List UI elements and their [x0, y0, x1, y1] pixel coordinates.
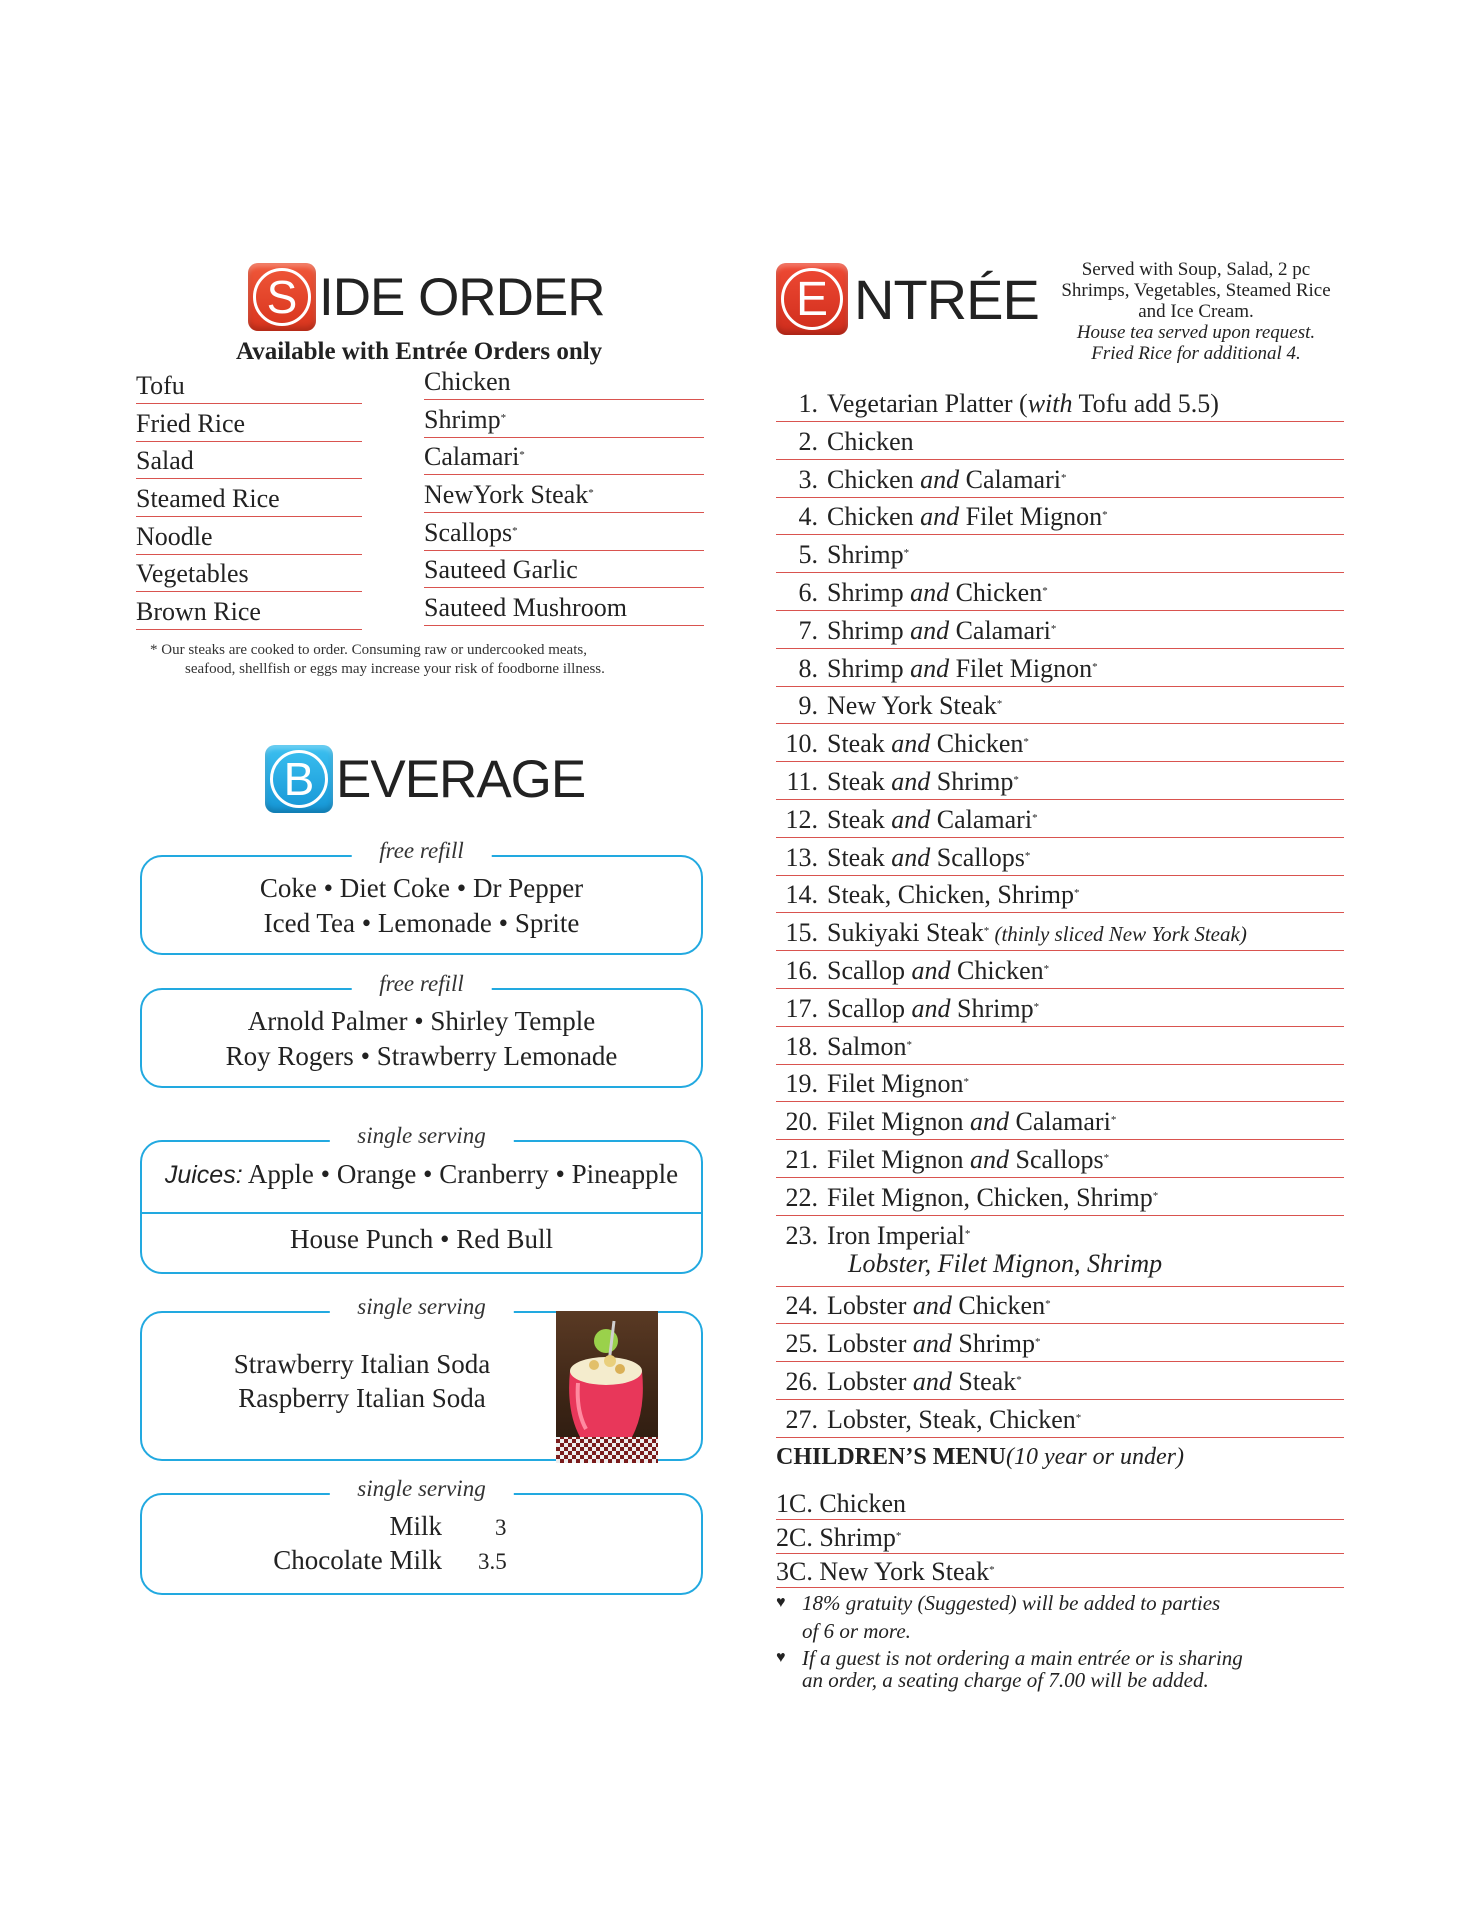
served-line: House tea served upon request. [1076, 322, 1316, 343]
item-connector: and [891, 804, 931, 834]
italian-soda-box [140, 1294, 703, 1461]
item-number: 13. [785, 842, 818, 872]
entree-badge-letter: E [781, 268, 843, 330]
drink-line: Coke • Diet Coke • Dr Pepper [259, 873, 584, 903]
side-item: Salad [136, 441, 362, 479]
entree-item [776, 1027, 1344, 1065]
juices-list: Apple • Orange • Cranberry • Pineapple [242, 1159, 679, 1189]
entree-item [776, 686, 1344, 724]
item-name: Lobster, Steak, Chicken [827, 1404, 1076, 1434]
raw-warning-mark: * [895, 1530, 902, 1542]
side-order-heading [248, 263, 604, 331]
item-name: Scallop [827, 956, 912, 985]
item-connector: and [910, 578, 950, 607]
raw-warning-mark: * [906, 1038, 912, 1051]
milk-box [140, 1476, 703, 1595]
entree-notes [776, 1589, 1243, 1691]
side-order-subtitle: Available with Entrée Orders only [236, 338, 603, 365]
raw-warning-mark: * [989, 1564, 995, 1576]
drink-line: Iced Tea • Lemonade • Sprite [263, 908, 580, 938]
note-gratuity [776, 1589, 1243, 1645]
raw-warning-mark: * [1013, 774, 1019, 786]
chocolate-milk-row [142, 1545, 442, 1576]
entree-item [776, 1178, 1344, 1216]
footnote-line1: * Our steaks are cooked to order. Consuming raw or undercooked meats, [150, 642, 587, 658]
entree-item [776, 573, 1344, 611]
drink-line: Strawberry Italian Soda [233, 1349, 491, 1379]
milk-row [142, 1511, 442, 1542]
drink-line: Arnold Palmer • Shirley Temple [247, 1006, 596, 1036]
item-number: 4. [798, 502, 818, 532]
raw-warning-mark: * [1103, 1152, 1110, 1164]
children-item [776, 1520, 1344, 1554]
juices-line [142, 1159, 701, 1190]
entree-item [776, 460, 1344, 498]
raw-warning-mark: * [1050, 622, 1057, 635]
item-name-2: Calamari [949, 615, 1051, 645]
raw-warning-mark: * [963, 1076, 970, 1089]
item-name: Shrimp [827, 615, 911, 645]
item-number: 22. [785, 1182, 818, 1212]
item-name: Shrimp [827, 653, 911, 683]
served-line: and Ice Cream. [1138, 301, 1254, 322]
item-number: 5. [798, 540, 818, 570]
item-number: 14. [785, 880, 818, 910]
item-name: Steak [827, 729, 892, 759]
chocolate-milk-price: 3.5 [478, 1549, 507, 1574]
item-connector: and [891, 767, 931, 796]
free-refill-box-1 [140, 838, 703, 955]
entree-item [776, 1216, 1344, 1287]
item-name-2: Filet Mignon [949, 653, 1093, 683]
item-sub-description: Lobster, Filet Mignon, Shrimp [848, 1248, 1163, 1278]
item-name: Lobster [827, 1291, 913, 1321]
item-number: 8. [798, 653, 818, 683]
item-name: Chicken [827, 426, 914, 456]
beverage-title: EVERAGE [336, 749, 586, 809]
item-connector: and [891, 729, 931, 759]
entree-item [776, 762, 1344, 800]
side-order-badge-letter: S [253, 268, 311, 326]
note-line: 18% gratuity (Suggested) will be added to parties [802, 1591, 1221, 1615]
item-name-2: Chicken [930, 729, 1024, 759]
entree-item [776, 422, 1344, 460]
side-item: Fried Rice [136, 404, 362, 442]
footnote-line2: seafood, shellfish or eggs may increase your risk of foodborne illness. [185, 661, 605, 677]
drink-line: Roy Rogers • Strawberry Lemonade [225, 1041, 618, 1071]
raw-warning-mark: * [1032, 811, 1038, 824]
raw-warning-mark: * [1075, 1411, 1082, 1424]
side-item: Chicken [424, 362, 704, 400]
entree-item [776, 1140, 1344, 1178]
entree-item [776, 1400, 1344, 1438]
raw-warning-mark: * [1110, 1114, 1117, 1127]
item-name-2: Calamari [930, 804, 1033, 834]
entree-item [776, 951, 1344, 989]
item-name: Lobster [827, 1329, 913, 1359]
raw-warning-mark: * [1102, 509, 1108, 522]
side-item: Shrimp* [424, 400, 704, 438]
item-number: 17. [785, 993, 818, 1023]
note-seating [776, 1647, 1243, 1691]
side-item: Sauteed Mushroom [424, 588, 704, 626]
item-number: 7. [798, 615, 818, 645]
item-name-2: Chicken [950, 956, 1044, 985]
item-connector: and [970, 1107, 1010, 1137]
item-name-2: Scallops [1009, 1145, 1104, 1174]
entree-item [776, 800, 1344, 838]
item-name-2: Shrimp [950, 993, 1034, 1023]
item-name: Scallop [827, 993, 912, 1023]
item-number: 16. [785, 956, 818, 985]
juices-label: Juices: [164, 1161, 243, 1189]
item-name: Chicken [827, 464, 921, 494]
side-item: Sauteed Garlic [424, 550, 704, 588]
entree-item [776, 384, 1344, 422]
item-connector: and [912, 1291, 952, 1321]
item-name: Filet Mignon, Chicken, Shrimp [827, 1182, 1153, 1212]
item-name: Steak [827, 804, 892, 834]
item-name: Filet Mignon [827, 1107, 971, 1137]
entree-badge [776, 263, 848, 335]
entree-item [776, 1324, 1344, 1362]
raw-warning-mark: * [1035, 1336, 1041, 1349]
item-name: Chicken [819, 1489, 906, 1518]
item-number: 21. [785, 1145, 818, 1174]
italian-soda-photo [556, 1311, 658, 1463]
item-name: Filet Mignon [827, 1069, 964, 1099]
item-number: 1C. [776, 1489, 813, 1518]
item-connector: with [1027, 389, 1073, 418]
chocolate-milk-name: Chocolate Milk [273, 1545, 442, 1575]
side-item: Noodle [136, 517, 362, 555]
children-menu-title [776, 1444, 1184, 1471]
item-connector: and [970, 1145, 1010, 1174]
item-name-2: Filet Mignon [959, 502, 1103, 532]
item-description: (thinly sliced New York Steak) [989, 922, 1247, 947]
heart-icon: ♥ [776, 1594, 786, 1611]
side-order-footnote [150, 641, 605, 679]
side-order-badge [248, 263, 316, 331]
children-item [776, 1554, 1344, 1588]
note-line: If a guest is not ordering a main entrée or is sharing [802, 1646, 1243, 1670]
item-name: New York Steak [827, 691, 997, 721]
drink-glass-icon [556, 1311, 658, 1463]
item-connector: and [911, 993, 951, 1023]
item-connector: and [910, 615, 950, 645]
raw-warning-mark: * [983, 925, 990, 938]
item-number: 23. [785, 1220, 818, 1250]
item-name-2: Shrimp [930, 767, 1014, 796]
raw-warning-mark: * [903, 547, 910, 560]
item-number: 6. [798, 578, 818, 607]
beverage-badge-letter: B [270, 750, 328, 808]
entree-item [776, 989, 1344, 1027]
juice-divider [142, 1212, 701, 1214]
box-label: single serving [329, 1476, 513, 1502]
side-item: Scallops* [424, 513, 704, 551]
item-number: 9. [798, 691, 818, 721]
side-item: Tofu [136, 366, 362, 404]
entree-item [776, 1286, 1344, 1324]
item-name-2: Calamari [1009, 1107, 1111, 1137]
item-connector: and [891, 842, 931, 872]
item-name-2: Chicken [951, 1291, 1046, 1321]
item-name: Lobster [827, 1367, 913, 1396]
entree-heading [776, 263, 1039, 335]
entree-served-with [1046, 259, 1346, 364]
item-name: Chicken [827, 502, 921, 532]
side-item: Vegetables [136, 554, 362, 592]
item-connector: and [920, 464, 960, 494]
item-number: 10. [785, 729, 818, 759]
item-name: Salmon [827, 1031, 907, 1061]
side-item: Steamed Rice [136, 479, 362, 517]
beverage-heading [265, 745, 585, 813]
raw-warning-mark: * [1033, 1000, 1040, 1013]
raw-warning-mark: * [1045, 1298, 1051, 1311]
item-number: 12. [785, 804, 818, 834]
entree-item [776, 838, 1344, 876]
item-name: Filet Mignon [827, 1145, 971, 1174]
heart-icon: ♥ [776, 1649, 786, 1666]
raw-warning-mark: * [1073, 887, 1080, 900]
raw-warning-mark: * [1152, 1189, 1159, 1202]
item-number: 11. [786, 767, 818, 796]
item-name: Iron Imperial [827, 1220, 965, 1250]
side-item: Calamari* [424, 437, 704, 475]
raw-warning-mark: * [964, 1227, 971, 1240]
item-number: 3C. [776, 1557, 813, 1586]
entree-item [776, 913, 1344, 951]
drink-line: Raspberry Italian Soda [238, 1383, 486, 1413]
item-number: 24. [785, 1291, 818, 1321]
item-number: 2C. [776, 1523, 813, 1552]
item-connector: and [920, 502, 960, 532]
item-number: 27. [785, 1404, 818, 1434]
raw-warning-mark: * [996, 698, 1003, 711]
item-number: 15. [785, 918, 818, 948]
note-line: an order, a seating charge of 7.00 will be added. [802, 1668, 1209, 1692]
item-number: 26. [785, 1367, 818, 1396]
item-name: Shrimp [819, 1523, 896, 1552]
raw-warning-mark: * [1023, 736, 1029, 749]
raw-warning-mark: * [1042, 585, 1048, 597]
item-name-2: Calamari [959, 464, 1061, 494]
item-name-2: Chicken [949, 578, 1043, 607]
entree-item [776, 649, 1344, 687]
side-item: NewYork Steak* [424, 475, 704, 513]
item-number: 2. [798, 426, 818, 456]
item-name-2: Steak [951, 1367, 1017, 1396]
raw-warning-mark: * [1060, 471, 1067, 484]
item-number: 18. [785, 1031, 818, 1061]
item-connector: and [910, 653, 950, 683]
juice-box [140, 1123, 703, 1274]
milk-name: Milk [389, 1511, 442, 1541]
entree-item [776, 611, 1344, 649]
free-refill-box-2 [140, 971, 703, 1088]
item-name-2: Tofu add 5.5) [1072, 389, 1219, 418]
item-number: 20. [785, 1107, 818, 1137]
item-connector: and [912, 1329, 952, 1359]
entree-item [776, 497, 1344, 535]
item-name: Sukiyaki Steak [827, 918, 984, 948]
item-name: Shrimp [827, 540, 904, 570]
item-connector: and [911, 956, 951, 985]
item-name-2: Scallops [930, 842, 1025, 872]
item-connector: and [912, 1367, 952, 1396]
box-label: single serving [329, 1294, 513, 1320]
entree-title: NTRÉE [854, 267, 1039, 331]
beverage-badge [265, 745, 333, 813]
raw-warning-mark: * [1024, 849, 1031, 862]
entree-item [776, 875, 1344, 913]
children-title: CHILDREN’S MENU [776, 1444, 1007, 1470]
item-number: 19. [785, 1069, 818, 1099]
entree-item [776, 1064, 1344, 1102]
item-name: Vegetarian Platter ( [827, 389, 1028, 418]
entree-item [776, 535, 1344, 573]
item-number: 3. [798, 464, 818, 494]
entree-item [776, 1362, 1344, 1400]
item-name-2: Shrimp [951, 1329, 1035, 1359]
served-line: Served with Soup, Salad, 2 pc [1081, 259, 1311, 280]
item-number: 1. [798, 389, 818, 418]
raw-warning-mark: * [1092, 660, 1098, 673]
served-line: Shrimps, Vegetables, Steamed Rice [1061, 280, 1331, 301]
item-name: Steak [827, 767, 892, 796]
item-name: Steak [827, 842, 892, 872]
milk-price: 3 [495, 1515, 507, 1540]
item-name: Steak, Chicken, Shrimp [827, 880, 1074, 910]
drink-line: House Punch • Red Bull [290, 1224, 553, 1254]
item-name: New York Steak [819, 1557, 990, 1586]
side-item: Brown Rice [136, 592, 362, 630]
item-number: 25. [785, 1329, 818, 1359]
item-name: Shrimp [827, 578, 911, 607]
served-line: Fried Rice for additional 4. [1091, 343, 1301, 364]
children-item [776, 1486, 1344, 1520]
note-line: of 6 or more. [802, 1619, 911, 1643]
box-label: free refill [351, 971, 492, 997]
raw-warning-mark: * [1016, 1374, 1022, 1386]
children-age-note: (10 year or under) [1006, 1444, 1184, 1470]
box-label: single serving [329, 1123, 513, 1149]
entree-item [776, 724, 1344, 762]
entree-item [776, 1102, 1344, 1140]
box-label: free refill [351, 838, 492, 864]
raw-warning-mark: * [1043, 963, 1050, 975]
side-order-title: IDE ORDER [319, 267, 605, 327]
